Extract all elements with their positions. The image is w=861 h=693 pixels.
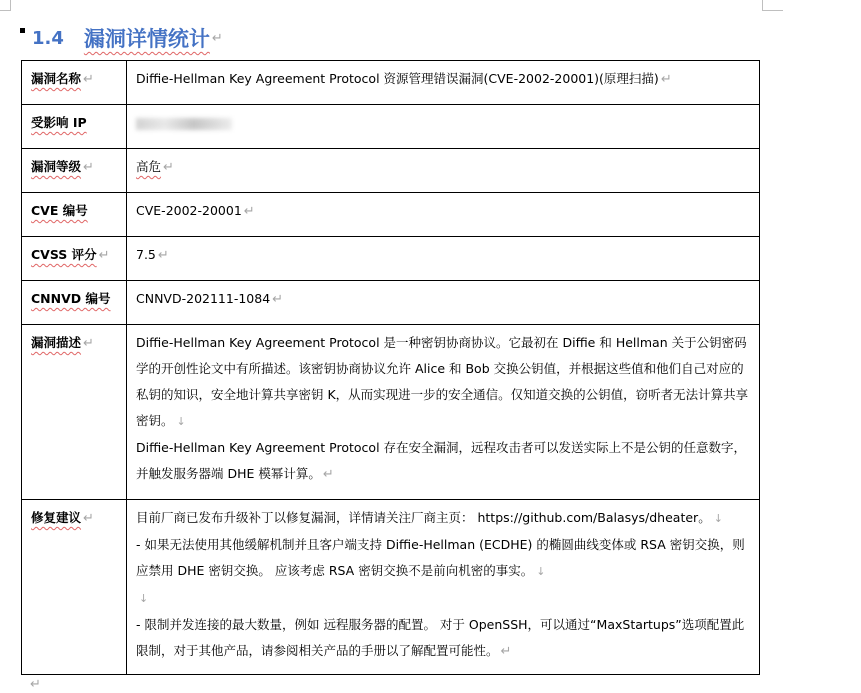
label-cell: CNNVD 编号 (22, 281, 127, 325)
value-cell (127, 500, 760, 675)
label-cell: 修复建议 ↵ (22, 500, 127, 675)
vulnerability-table (21, 60, 760, 675)
value-cell: CVE-2002-20001 ↵ (127, 193, 760, 237)
cve-value: CVE-2002-20001 (136, 203, 242, 218)
description-paragraph-2: Diffie-Hellman Key Agreement Protocol 存在安全漏洞，远程攻击者可以发送实际上不是公钥的任意数字，并触发服务器端 DHE 模幂计算。 ↵ (136, 440, 747, 482)
value-cell (127, 325, 760, 500)
value-cell: CNNVD-202111-1084 ↵ (127, 281, 760, 325)
redacted-ip-value (136, 118, 232, 130)
table-row-level (22, 149, 760, 193)
section-title: 漏洞详情统计 (83, 27, 210, 51)
fix-paragraph-1: 目前厂商已发布升级补丁以修复漏洞，详情请关注厂商主页： https://github.com/Balasys/dheater。 ↓ (136, 510, 723, 525)
paragraph-mark-icon: ↵ (211, 30, 223, 46)
vuln-name-value: Diffie-Hellman Key Agreement Protocol 资源管理错误漏洞(CVE-2002-20001)(原理扫描) (136, 71, 659, 86)
document-end-paragraph-mark: ↵ (30, 677, 41, 692)
label-cell: 受影响 IP (22, 105, 127, 149)
table-row-fix (22, 500, 760, 675)
page-corner-mark-right (762, 0, 783, 11)
fix-paragraph-3: - 限制并发连接的最大数量，例如 远程服务器的配置。 对于 OpenSSH，可以通过“MaxStartups”选项配置此限制，对于其他产品，请参阅相关产品的手册以了解配置可能性。 ↵ (136, 617, 745, 659)
heading-bullet-icon (20, 28, 25, 33)
fix-paragraph-2: - 如果无法使用其他缓解机制并且客户端支持 Diffie-Hellman (ECDHE) 的椭圆曲线变体或 RSA 密钥交换，则应禁用 DHE 密钥交换。 应该考虑 RSA 密钥交换不是前向机密的事实。 ↓ (136, 537, 745, 578)
table-row-cnnvd (22, 281, 760, 325)
table-row-name (22, 61, 760, 105)
page-corner-mark-left (0, 0, 11, 11)
value-cell: 7.5 ↵ (127, 237, 760, 281)
cnnvd-value: CNNVD-202111-1084 (136, 291, 271, 306)
label-cell: CVSS 评分 ↵ (22, 237, 127, 281)
level-value: 高危 (136, 159, 162, 174)
value-cell (127, 105, 760, 149)
label-cell: 漏洞名称 ↵ (22, 61, 127, 105)
section-heading (20, 22, 223, 54)
description-paragraph-1: Diffie-Hellman Key Agreement Protocol 是一种密钥协商协议。它最初在 Diffie 和 Hellman 关于公钥密码学的开创性论文中有所描述。该密钥协商协议允许 Alice 和 Bob 交换公钥值，并根据这些值和他们自己对应的私钥的知识，安全地计算共享密钥 K，从而实现进一步的安全通信。仅知道交换的公钥值，窃听者无法计算共享密钥。 ↓ (136, 335, 749, 428)
section-number: 1.4 (32, 27, 64, 49)
label-cell: 漏洞等级 ↵ (22, 149, 127, 193)
table-row-description (22, 325, 760, 500)
fix-empty-line: ↓ (139, 592, 149, 605)
value-cell: 高危 ↵ (127, 149, 760, 193)
cvss-value: 7.5 (136, 247, 156, 262)
table-row-cve (22, 193, 760, 237)
table-row-ip (22, 105, 760, 149)
label-cell: 漏洞描述 ↵ (22, 325, 127, 500)
label-cell: CVE 编号 (22, 193, 127, 237)
table-row-cvss (22, 237, 760, 281)
value-cell: Diffie-Hellman Key Agreement Protocol 资源管理错误漏洞(CVE-2002-20001)(原理扫描) ↵ (127, 61, 760, 105)
